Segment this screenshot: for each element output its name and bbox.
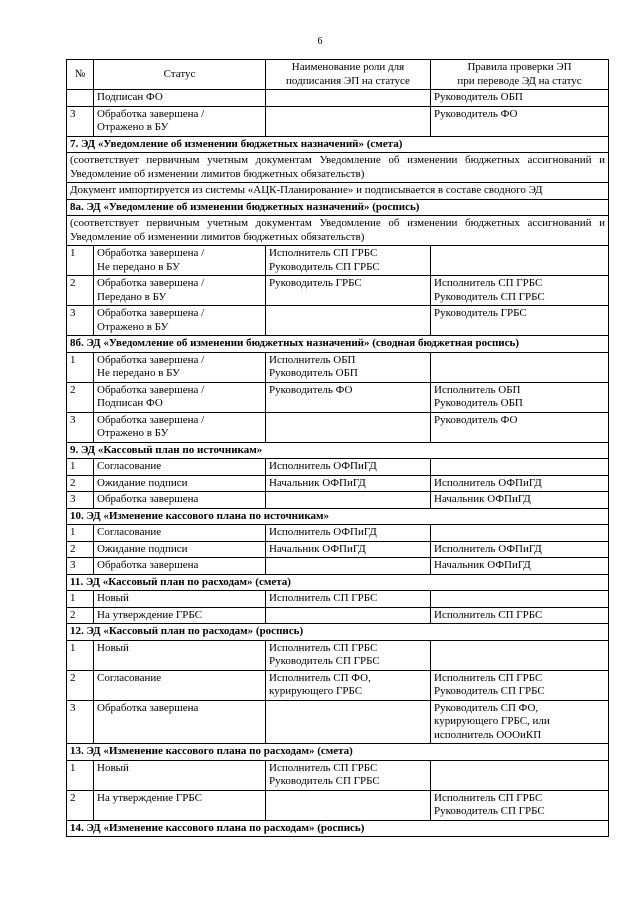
status-line: Не передано в БУ [97,367,180,379]
status-line: Ожидание подписи [97,476,188,489]
rules-cell [431,276,609,306]
section-heading: 7. ЭД «Уведомление об изменении бюджетных назначений» (смета) [67,136,609,153]
status-cell [94,475,266,492]
role-cell [266,412,431,442]
status-cell [94,640,266,670]
role-cell [266,760,431,790]
rules-cell [431,412,609,442]
status-cell [94,382,266,412]
section-note: (соответствует первичным учетным документам Уведомление об изменении бюджетных ассигнований и Уведомление об изменении лимитов бюджетных обязательств) [67,153,609,183]
role-line: Руководитель СП ГРБС [269,260,380,273]
table-row [67,607,609,624]
table-row [67,640,609,670]
role-line: Руководитель ГРБС [269,277,362,289]
section-heading-row [67,136,609,153]
status-line: Отражено в БУ [97,121,169,133]
table-row [67,525,609,542]
rules-line: Исполнитель ОФПиГД [434,542,542,555]
section-heading-row [67,574,609,591]
status-line: Обработка завершена / [97,353,205,366]
table-row [67,352,609,382]
rules-cell [431,492,609,509]
column-header-role-line: подписания ЭП на статусе [286,74,410,87]
row-number: 1 [67,352,94,382]
role-cell [266,558,431,575]
column-header-number: № [67,60,94,90]
role-cell [266,492,431,509]
row-number: 3 [67,106,94,136]
row-number: 3 [67,306,94,336]
section-heading-row [67,508,609,525]
status-line: Согласование [97,671,162,684]
section-note: (соответствует первичным учетным документам Уведомление об изменении бюджетных ассигнований и Уведомление об изменении лимитов бюджетных обязательств) [67,216,609,246]
rules-cell [431,670,609,700]
rules-cell [431,700,609,744]
rules-cell [431,475,609,492]
section-heading-row [67,199,609,216]
row-number: 1 [67,591,94,608]
rules-cell [431,306,609,336]
status-cell [94,106,266,136]
section-heading-row [67,624,609,641]
role-line: Исполнитель СП ГРБС [269,761,378,774]
rules-line: Руководитель ОБП [434,397,523,409]
rules-line: Исполнитель СП ГРБС [434,608,543,621]
role-cell [266,670,431,700]
status-line: Согласование [97,526,162,538]
status-line: Обработка завершена [97,493,199,505]
row-number: 1 [67,525,94,542]
rules-line: Руководитель СП ФО, [434,701,539,714]
status-line: Согласование [97,460,162,472]
row-number: 2 [67,790,94,820]
status-line: Обработка завершена / [97,277,205,289]
column-header-status: Статус [94,60,266,90]
status-cell [94,525,266,542]
status-cell [94,90,266,107]
status-cell [94,700,266,744]
status-line: Ожидание подписи [97,542,188,555]
role-line: Исполнитель СП ГРБС [269,247,378,259]
status-cell [94,412,266,442]
section-heading: 10. ЭД «Изменение кассового плана по источникам» [67,508,609,525]
section-heading-row [67,744,609,761]
role-cell [266,525,431,542]
status-cell [94,246,266,276]
rules-line: Руководитель ОБП [434,91,523,103]
rules-line: Руководитель ФО [434,413,518,426]
rules-line: Руководитель СП ГРБС [434,685,545,697]
role-cell [266,106,431,136]
table-row [67,541,609,558]
rules-line: исполнитель ОООиКП [434,728,542,741]
row-number [67,90,94,107]
status-line: Подписан ФО [97,91,163,103]
status-line: Отражено в БУ [97,427,169,439]
role-line: Исполнитель СП ГРБС [269,641,378,654]
page-number: 6 [317,36,323,47]
role-cell [266,700,431,744]
rules-cell [431,541,609,558]
section-heading: 8а. ЭД «Уведомление об изменении бюджетных назначений» (роспись) [67,199,609,216]
section-heading-row [67,820,609,837]
role-cell [266,591,431,608]
role-line: Начальник ОФПиГД [269,476,366,489]
role-line: Исполнитель СП ФО, [269,671,371,684]
rules-line: Начальник ОФПиГД [434,559,531,571]
table-header-row [67,60,609,90]
rules-line: Начальник ОФПиГД [434,493,531,505]
role-cell [266,90,431,107]
rules-cell [431,352,609,382]
row-number: 1 [67,246,94,276]
section-heading: 12. ЭД «Кассовый план по расходам» (роспись) [67,624,609,641]
role-cell [266,459,431,476]
row-number: 3 [67,700,94,744]
status-line: Обработка завершена / [97,413,205,426]
row-number: 2 [67,475,94,492]
table-row [67,246,609,276]
row-number: 1 [67,459,94,476]
section-note-row [67,153,609,183]
rules-cell [431,760,609,790]
role-cell [266,246,431,276]
status-line: Обработка завершена [97,559,199,571]
status-line: Отражено в БУ [97,320,169,333]
table-row [67,382,609,412]
status-line: Обработка завершена / [97,307,205,319]
role-cell [266,541,431,558]
row-number: 2 [67,276,94,306]
status-line: Новый [97,592,129,604]
table-row [67,760,609,790]
table-row [67,790,609,820]
rules-cell [431,246,609,276]
rules-cell [431,382,609,412]
column-header-rules [431,60,609,90]
column-header-role [266,60,431,90]
status-line: Передано в БУ [97,290,167,303]
table-row [67,670,609,700]
rules-line: Исполнитель ОБП [434,383,521,396]
status-cell [94,558,266,575]
status-cell [94,790,266,820]
table-row [67,558,609,575]
row-number: 2 [67,382,94,412]
rules-line: Руководитель СП ГРБС [434,805,545,817]
section-note-row [67,216,609,246]
rules-line: Исполнитель СП ГРБС [434,671,543,684]
status-cell [94,607,266,624]
status-line: Новый [97,761,129,774]
table-row [67,475,609,492]
role-cell [266,276,431,306]
rules-cell [431,525,609,542]
status-table [66,59,609,837]
role-line: Исполнитель ОБП [269,353,356,366]
section-heading: 14. ЭД «Изменение кассового плана по расходам» (роспись) [67,820,609,837]
rules-cell [431,640,609,670]
role-line: Руководитель СП ГРБС [269,775,380,787]
status-line: Обработка завершена / [97,383,205,396]
section-heading: 9. ЭД «Кассовый план по источникам» [67,442,609,459]
row-number: 1 [67,640,94,670]
status-cell [94,541,266,558]
section-heading: 11. ЭД «Кассовый план по расходам» (смета) [67,574,609,591]
rules-cell [431,90,609,107]
table-row [67,700,609,744]
status-cell [94,492,266,509]
rules-line: Руководитель ГРБС [434,307,527,319]
status-line: Обработка завершена [97,701,199,714]
role-cell [266,382,431,412]
row-number: 1 [67,760,94,790]
row-number: 3 [67,558,94,575]
role-line: Исполнитель СП ГРБС [269,592,378,604]
status-cell [94,352,266,382]
rules-cell [431,106,609,136]
rules-line: Исполнитель ОФПиГД [434,476,542,489]
row-number: 2 [67,607,94,624]
rules-line: Исполнитель СП ГРБС [434,277,543,289]
role-cell [266,607,431,624]
section-heading-row [67,336,609,353]
status-cell [94,459,266,476]
rules-cell [431,790,609,820]
row-number: 3 [67,492,94,509]
role-cell [266,475,431,492]
section-heading: 8б. ЭД «Уведомление об изменении бюджетных назначений» (сводная бюджетная роспись) [67,336,609,353]
rules-line: курирующего ГРБС, или [434,715,550,727]
status-cell [94,306,266,336]
status-line: На утверждение ГРБС [97,791,202,804]
role-line: Исполнитель ОФПиГД [269,460,377,472]
column-header-rules-line: при переводе ЭД на статус [457,74,582,87]
status-cell [94,670,266,700]
table-row [67,90,609,107]
rules-line: Руководитель СП ГРБС [434,290,545,303]
role-line: Начальник ОФПиГД [269,542,366,555]
status-cell [94,760,266,790]
role-cell [266,790,431,820]
section-heading: 13. ЭД «Изменение кассового плана по расходам» (смета) [67,744,609,761]
table-row [67,591,609,608]
row-number: 3 [67,412,94,442]
role-line: курирующего ГРБС [269,685,363,697]
status-cell [94,276,266,306]
status-line: Не передано в БУ [97,260,180,273]
table-row [67,306,609,336]
section-heading-row [67,442,609,459]
section-note-row [67,183,609,200]
row-number: 2 [67,541,94,558]
role-line: Исполнитель ОФПиГД [269,526,377,538]
status-line: Подписан ФО [97,397,163,409]
role-line: Руководитель СП ГРБС [269,655,380,667]
role-cell [266,352,431,382]
rules-line: Руководитель ФО [434,107,518,120]
rules-cell [431,591,609,608]
table-row [67,459,609,476]
table-row [67,106,609,136]
status-line: Обработка завершена / [97,107,205,120]
role-cell [266,640,431,670]
table-row [67,492,609,509]
rules-cell [431,459,609,476]
column-header-rules-line: Правила проверки ЭП [467,61,572,73]
role-line: Руководитель ФО [269,383,353,396]
status-cell [94,591,266,608]
status-line: Новый [97,641,129,654]
rules-line: Исполнитель СП ГРБС [434,791,543,804]
role-line: Руководитель ОБП [269,367,358,379]
rules-cell [431,607,609,624]
column-header-role-line: Наименование роли для [291,61,405,73]
rules-cell [431,558,609,575]
table-row [67,412,609,442]
row-number: 2 [67,670,94,700]
section-note: Документ импортируется из системы «АЦК-Планирование» и подписывается в составе сводного ЭД [67,183,609,200]
status-line: Обработка завершена / [97,247,205,259]
table-row [67,276,609,306]
status-line: На утверждение ГРБС [97,608,202,621]
role-cell [266,306,431,336]
